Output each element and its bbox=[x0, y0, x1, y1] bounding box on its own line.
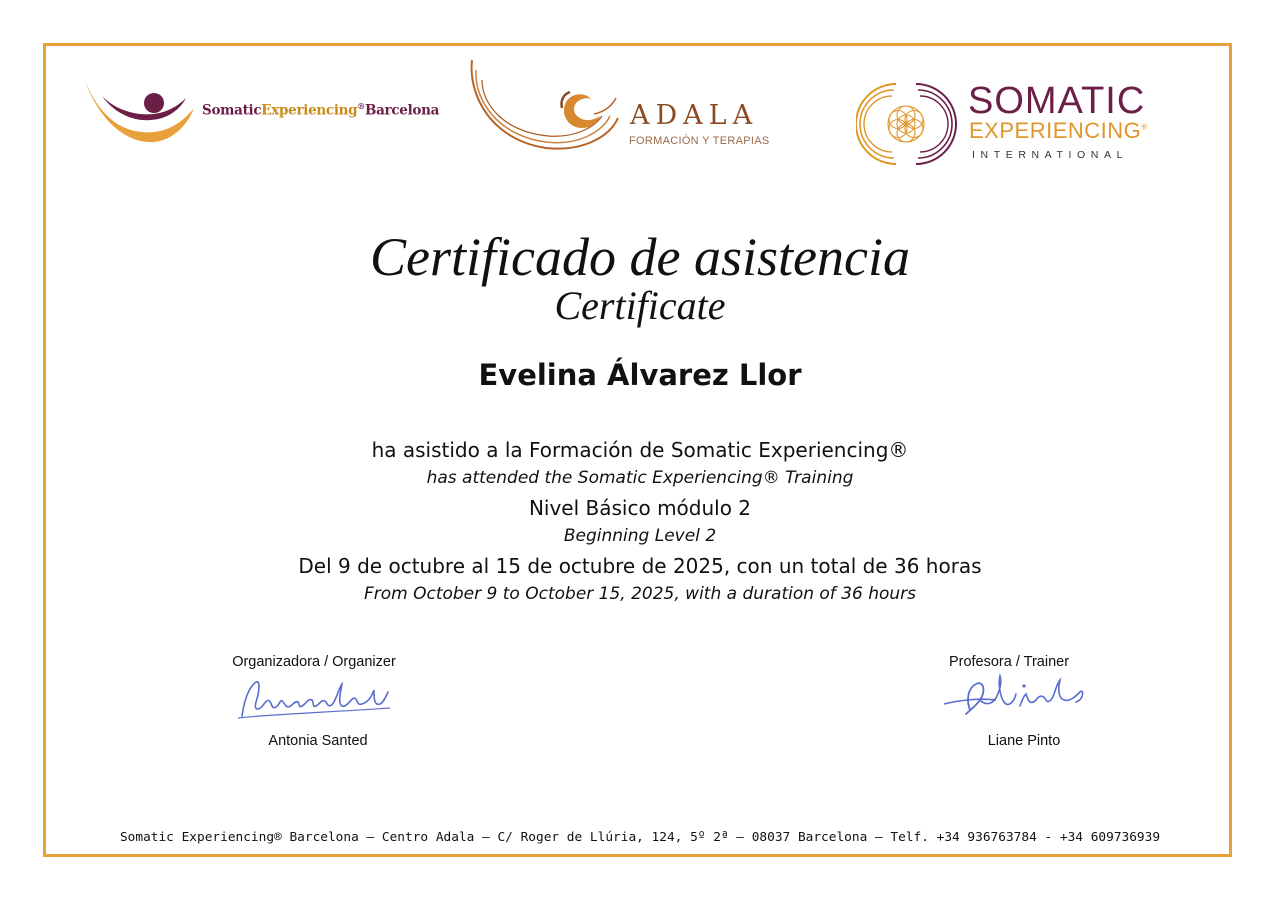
organizer-name: Antonia Santed bbox=[268, 733, 368, 749]
sei-line1: SOMATIC bbox=[968, 80, 1146, 122]
sei-line2: EXPERIENCING® bbox=[969, 118, 1148, 143]
somatic-experiencing-barcelona-logo bbox=[82, 74, 440, 148]
sei-flower-of-life-icon bbox=[856, 78, 962, 170]
recipient-name: Evelina Álvarez Llor bbox=[478, 358, 802, 392]
attended-text-es: ha asistido a la Formación de Somatic Experiencing® bbox=[371, 438, 909, 462]
somatic-experiencing-international-logo bbox=[856, 78, 1186, 170]
sei-line3: INTERNATIONAL bbox=[972, 149, 1129, 161]
level-text-en: Beginning Level 2 bbox=[563, 526, 717, 546]
seb-wordmark: SomaticExperiencing®Barcelona bbox=[202, 101, 440, 119]
dates-text-en: From October 9 to October 15, 2025, with a duration of 36 hours bbox=[363, 584, 917, 604]
certificate-subtitle: Certificate bbox=[554, 283, 726, 328]
organizer-signature bbox=[234, 672, 394, 724]
footer-address: Somatic Experiencing® Barcelona – Centro Adala – C/ Roger de Llúria, 124, 5º 2ª – 08037 Barcelona – Telf. +34 936763784 - +34 609736939 bbox=[119, 830, 1161, 845]
adala-subtitle: FORMACIÓN Y TERAPIAS bbox=[629, 135, 770, 147]
trainer-signature bbox=[940, 670, 1090, 722]
attended-text-en: has attended the Somatic Experiencing® Training bbox=[426, 468, 854, 488]
dates-text-es: Del 9 de octubre al 15 de octubre de 2025, con un total de 36 horas bbox=[298, 554, 982, 578]
seb-figure-icon bbox=[82, 74, 202, 148]
organizer-label: Organizadora / Organizer bbox=[232, 654, 396, 670]
adala-logo bbox=[466, 56, 796, 156]
certificate-title: Certificado de asistencia bbox=[370, 227, 910, 287]
trainer-name: Liane Pinto bbox=[987, 733, 1061, 749]
level-text-es: Nivel Básico módulo 2 bbox=[528, 496, 752, 520]
adala-name: ADALA bbox=[630, 100, 759, 131]
trainer-label: Profesora / Trainer bbox=[948, 654, 1070, 670]
adala-swirl-icon bbox=[466, 56, 636, 156]
